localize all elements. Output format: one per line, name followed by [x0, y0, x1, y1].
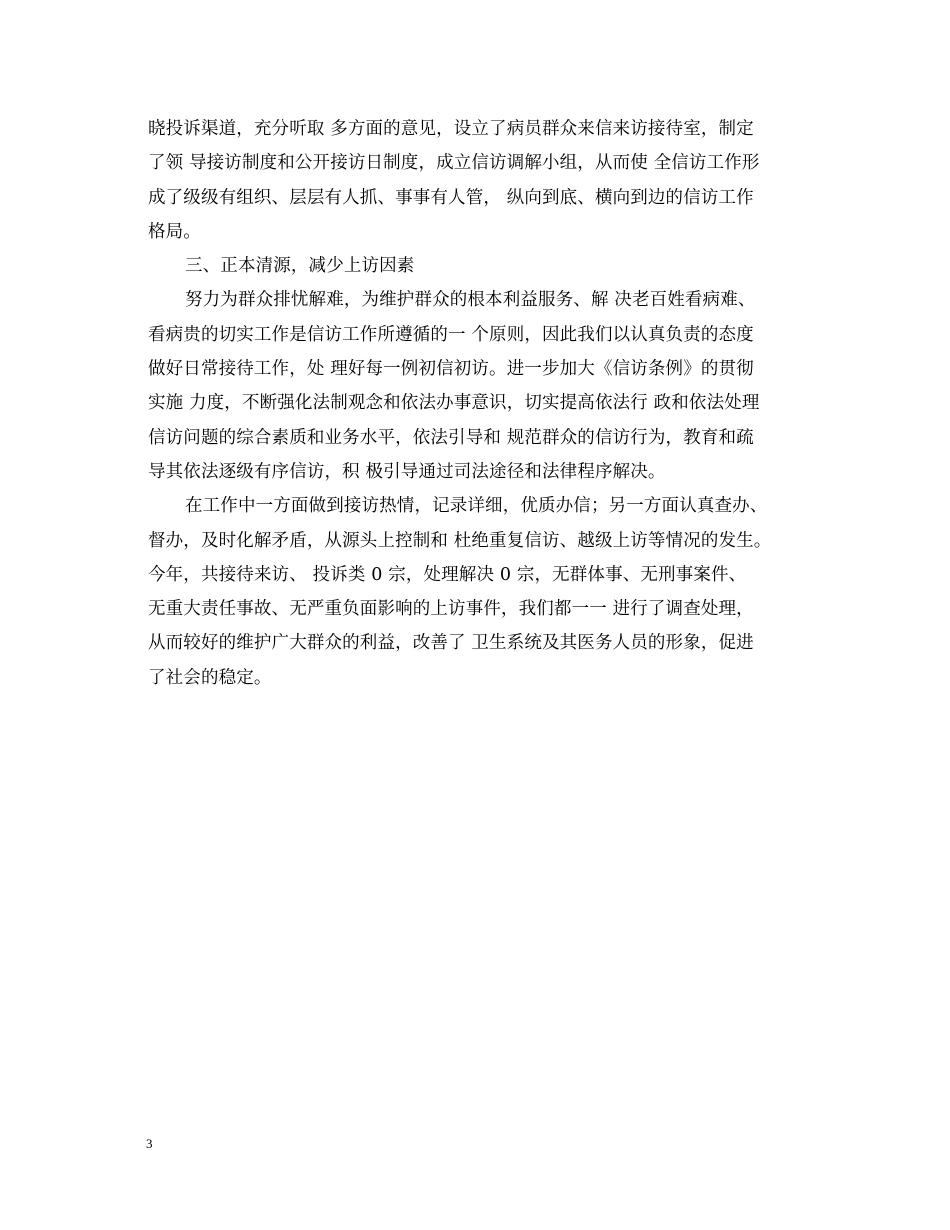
text-line: 晓投诉渠道，充分听取 多方面的意见，设立了病员群众来信来访接待室，制定 [148, 119, 754, 139]
text-line: 了领 导接访制度和公开接访日制度，成立信访调解小组，从而使 全信访工作形 [148, 153, 760, 174]
text-line: 做好日常接待工作，处 理好每一例初信初访。进一步加大《信访条例》的贯彻 [148, 359, 754, 380]
text-line: 导其依法逐级有序信访，积 极引导通过司法途径和法律程序解决。 [148, 461, 666, 482]
text-line: 努力为群众排忧解难，为维护群众的根本利益服务、解 决老百姓看病难、 [185, 290, 756, 311]
text-line: 无重大责任事故、无严重负面影响的上访事件，我们都一一 进行了调查处理， [148, 599, 754, 620]
page-number: 3 [146, 1136, 153, 1151]
text-line: 成了级级有组织、层层有人抓、事事有人管， 纵向到底、横向到边的信访工作 [148, 187, 754, 208]
text-line: 在工作中一方面做到接访热情，记录详细，优质办信；另一方面认真查办、 [185, 496, 768, 517]
text-line: 从而较好的维护广大群众的利益，改善了 卫生系统及其医务人员的形象，促进 [148, 633, 754, 654]
text-line: 督办，及时化解矛盾，从源头上控制和 杜绝重复信访、越级上访等情况的发生。 [148, 530, 772, 551]
document-body [148, 112, 808, 695]
text-line: 信访问题的综合素质和业务水平，依法引导和 规范群众的信访行为，教育和疏 [148, 427, 754, 448]
text-line: 实施 力度，不断强化法制观念和依法办事意识，切实提高依法行 政和依法处理 [148, 393, 760, 414]
section-heading: 三、正本清源，减少上访因素 [185, 256, 415, 277]
text-line: 格局。 [148, 221, 201, 242]
text-line: 今年，共接待来访、 投诉类 0 宗，处理解决 0 宗，无群体事、无刑事案件、 [148, 564, 747, 585]
text-line: 看病贵的切实工作是信访工作所遵循的一 个原则，因此我们以认真负责的态度 [148, 324, 754, 345]
text-line: 了社会的稳定。 [148, 667, 272, 688]
